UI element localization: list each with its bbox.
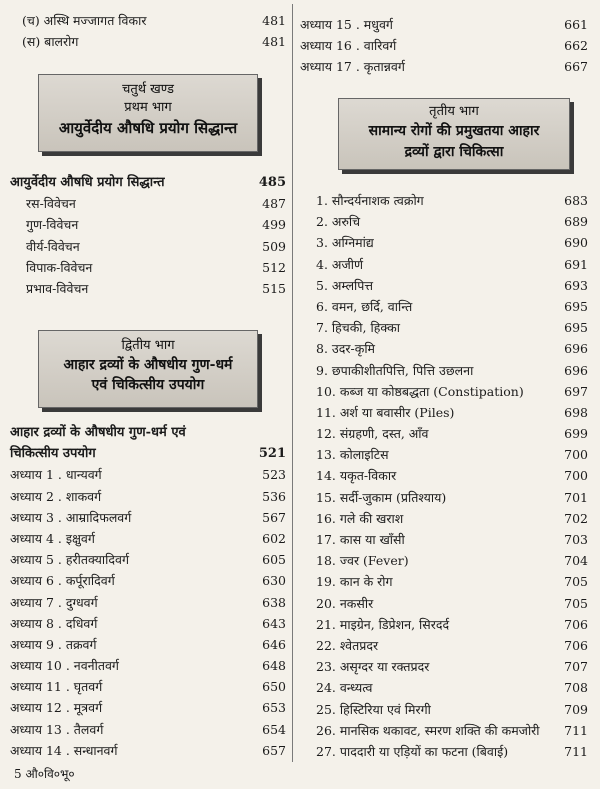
toc-entry[interactable] xyxy=(316,465,590,486)
entry-label: 24. वन्ध्यत्व xyxy=(316,680,373,696)
entry-label: 6. वमन, छर्दि, वान्ति xyxy=(316,298,413,314)
toc-entry[interactable] xyxy=(316,529,590,550)
toc-entry[interactable] xyxy=(316,360,590,381)
entry-label: आहार द्रव्यों के औषधीय गुण-धर्म एवं xyxy=(10,425,186,440)
toc-entry[interactable] xyxy=(316,741,590,762)
toc-entry[interactable] xyxy=(316,677,590,698)
toc-entry[interactable] xyxy=(316,635,590,656)
toc-entry[interactable] xyxy=(10,634,288,655)
entry-label: अध्याय 6 . कर्पूरादिवर्ग xyxy=(10,573,115,589)
entry-label: 12. संग्रहणी, दस्त, आँव xyxy=(316,426,429,442)
page-footer: 5 औ०वि०भू० xyxy=(14,767,75,781)
entry-label: अध्याय 11 . घृतवर्ग xyxy=(10,679,103,695)
entry-label: 2. अरुचि xyxy=(316,214,361,230)
entry-page: 602 xyxy=(262,530,286,546)
entry-label: 26. मानसिक थकावट, स्मरण शक्ति की कमजोरी xyxy=(316,722,540,738)
entry-page: 485 xyxy=(258,175,286,190)
entry-label: 15. सर्दी-जुकाम (प्रतिश्याय) xyxy=(316,489,447,505)
entry-page: 707 xyxy=(564,659,588,675)
box-line3: एवं चिकित्सीय उपयोग xyxy=(91,377,205,393)
entry-page: 693 xyxy=(564,277,588,293)
toc-entry[interactable] xyxy=(300,14,590,35)
section-title-line1[interactable] xyxy=(10,422,288,443)
toc-entry[interactable] xyxy=(10,613,288,634)
entry-page: 706 xyxy=(564,616,588,632)
column-divider xyxy=(292,4,293,762)
entry-label: 21. माइग्रेन, डिप्रेशन, सिरदर्द xyxy=(316,616,450,632)
entry-label: वीर्य-विवेचन xyxy=(26,238,80,254)
section-heading-box-part3 xyxy=(338,98,570,170)
toc-entry[interactable] xyxy=(10,464,288,485)
entry-page: 691 xyxy=(564,256,588,272)
box-line3: आयुर्वेदीय औषधि प्रयोग सिद्धान्त xyxy=(58,119,238,137)
toc-entry[interactable] xyxy=(316,254,590,275)
box-line1: चतुर्थ खण्ड xyxy=(122,82,174,97)
toc-entry[interactable] xyxy=(316,614,590,635)
entry-page: 512 xyxy=(262,259,286,275)
toc-entry[interactable] xyxy=(10,193,288,214)
entry-page: 661 xyxy=(564,17,588,32)
entry-page: 481 xyxy=(262,13,286,28)
entry-page: 708 xyxy=(564,680,588,696)
toc-entry[interactable] xyxy=(316,699,590,720)
entry-label: अध्याय 8 . दधिवर्ग xyxy=(10,615,98,631)
entry-page: 683 xyxy=(564,193,588,208)
entry-label: 16. गले की खराश xyxy=(316,510,404,526)
entry-label: अध्याय 12 . मूत्रवर्ग xyxy=(10,700,103,716)
section-title-line2[interactable] xyxy=(10,443,288,464)
entry-label: 18. ज्वर (Fever) xyxy=(316,553,409,569)
entry-label: अध्याय 13 . तैलवर्ग xyxy=(10,721,104,737)
toc-entry[interactable] xyxy=(316,571,590,592)
entry-page: 521 xyxy=(258,446,286,462)
toc-entry[interactable] xyxy=(316,487,590,508)
toc-entry[interactable] xyxy=(316,381,590,402)
toc-entry[interactable] xyxy=(316,211,590,232)
entry-page: 700 xyxy=(564,468,588,484)
left-top-items xyxy=(10,10,288,52)
box-line2: आहार द्रव्यों के औषधीय गुण-धर्म xyxy=(63,357,233,373)
box-line2: प्रथम भाग xyxy=(124,100,172,115)
entry-page: 705 xyxy=(564,595,588,611)
entry-label: 27. पाददारी या एड़ियों का फटना (बिवाई) xyxy=(316,743,509,759)
toc-entry[interactable] xyxy=(10,549,288,570)
toc-entry[interactable] xyxy=(316,423,590,444)
toc-entry[interactable] xyxy=(316,296,590,317)
entry-label: (च) अस्थि मज्जागत विकार xyxy=(22,13,147,28)
toc-entry[interactable] xyxy=(10,740,288,761)
right-top-chapters xyxy=(300,14,590,78)
entry-label: अध्याय 1 . धान्यवर्ग xyxy=(10,467,102,483)
entry-label: 1. सौन्दर्यनाशक त्वक्रोग xyxy=(316,193,424,208)
entry-page: 703 xyxy=(564,532,588,547)
entry-label: 8. उदर-कृमि xyxy=(316,341,376,357)
section2-list xyxy=(10,422,288,761)
toc-entry[interactable] xyxy=(316,317,590,338)
toc-entry[interactable] xyxy=(10,719,288,740)
entry-label: 4. अजीर्ण xyxy=(316,256,363,272)
entry-label: 10. कब्ज या कोष्ठबद्धता (Constipation) xyxy=(316,383,524,399)
entry-label: अध्याय 14 . सन्धानवर्ग xyxy=(10,742,118,758)
entry-page: 695 xyxy=(564,298,588,314)
entry-page: 709 xyxy=(564,701,588,717)
entry-page: 481 xyxy=(262,34,286,50)
entry-page: 638 xyxy=(262,594,286,610)
entry-label: अध्याय 16 . वारिवर्ग xyxy=(300,38,397,54)
entry-label: आयुर्वेदीय औषधि प्रयोग सिद्धान्त xyxy=(10,175,165,190)
entry-page: 696 xyxy=(564,341,588,357)
entry-label: 9. छपाकीशीतपित्ति, पित्ति उछलना xyxy=(316,362,474,378)
entry-page: 646 xyxy=(262,636,286,652)
toc-entry[interactable] xyxy=(10,655,288,676)
entry-label: अध्याय 17 . कृतान्नवर्ग xyxy=(300,59,405,75)
entry-page: 515 xyxy=(262,280,286,296)
toc-entry[interactable] xyxy=(10,257,288,278)
box-line1: तृतीय भाग xyxy=(429,104,479,119)
entry-page: 700 xyxy=(564,447,588,463)
entry-page: 487 xyxy=(262,196,286,212)
toc-entry[interactable] xyxy=(10,278,288,299)
entry-label: 23. असृग्दर या रक्तप्रदर xyxy=(316,659,430,675)
entry-label: अध्याय 15 . मधुवर्ग xyxy=(300,17,393,32)
toc-entry[interactable] xyxy=(10,10,288,31)
box-line2: सामान्य रोगों की प्रमुखतया आहार xyxy=(368,123,540,139)
section-heading-box-part2 xyxy=(38,330,258,408)
entry-label: 11. अर्श या बवासीर (Piles) xyxy=(316,404,455,420)
toc-entry[interactable] xyxy=(10,486,288,507)
toc-entry[interactable] xyxy=(316,550,590,571)
entry-page: 653 xyxy=(262,700,286,716)
entry-page: 696 xyxy=(564,362,588,378)
entry-label: 3. अग्निमांद्य xyxy=(316,235,374,251)
toc-entry[interactable] xyxy=(316,508,590,529)
toc-entry[interactable] xyxy=(316,656,590,677)
toc-entry[interactable] xyxy=(10,31,288,52)
entry-page: 643 xyxy=(262,615,286,631)
entry-label: 20. नकसीर xyxy=(316,595,374,611)
entry-page: 567 xyxy=(262,509,286,525)
box-line1: द्वितीय भाग xyxy=(121,338,175,353)
entry-page: 667 xyxy=(564,59,588,75)
entry-page: 705 xyxy=(564,574,588,590)
entry-page: 650 xyxy=(262,679,286,695)
entry-page: 536 xyxy=(262,488,286,504)
toc-entry[interactable] xyxy=(316,720,590,741)
toc-entry[interactable] xyxy=(10,236,288,257)
entry-label: अध्याय 10 . नवनीतवर्ग xyxy=(10,658,119,674)
entry-label: 19. कान के रोग xyxy=(316,574,393,590)
entry-page: 605 xyxy=(262,552,286,568)
toc-entry[interactable] xyxy=(10,570,288,591)
toc-entry[interactable] xyxy=(10,697,288,718)
entry-label: अध्याय 5 . हरीतक्यादिवर्ग xyxy=(10,552,129,568)
toc-entry[interactable] xyxy=(316,402,590,423)
entry-page: 509 xyxy=(262,238,286,254)
entry-page: 699 xyxy=(564,426,588,442)
entry-label: अध्याय 3 . आम्रादिफलवर्ग xyxy=(10,509,132,525)
entry-page: 711 xyxy=(564,743,588,759)
entry-label: 14. यकृत-विकार xyxy=(316,468,397,484)
entry-label: अध्याय 7 . दुग्धवर्ग xyxy=(10,594,98,610)
section1-list xyxy=(10,172,288,299)
entry-page: 657 xyxy=(262,742,286,758)
entry-label: विपाक-विवेचन xyxy=(26,259,93,275)
toc-entry[interactable] xyxy=(10,507,288,528)
toc-entry[interactable] xyxy=(316,444,590,465)
toc-entry[interactable] xyxy=(10,528,288,549)
entry-page: 662 xyxy=(564,38,588,54)
entry-page: 711 xyxy=(564,722,588,738)
entry-label: 13. कोलाइटिस xyxy=(316,447,389,463)
section-title[interactable] xyxy=(10,172,288,193)
entry-label: 22. श्वेतप्रदर xyxy=(316,637,379,653)
toc-entry[interactable] xyxy=(300,35,590,56)
toc-entry[interactable] xyxy=(316,232,590,253)
entry-page: 690 xyxy=(564,235,588,251)
entry-label: चिकित्सीय उपयोग xyxy=(10,446,96,462)
entry-label: 7. हिचकी, हिक्का xyxy=(316,320,401,336)
entry-page: 689 xyxy=(564,214,588,230)
entry-label: अध्याय 2 . शाकवर्ग xyxy=(10,488,102,504)
toc-entry[interactable] xyxy=(316,275,590,296)
entry-page: 499 xyxy=(262,217,286,233)
entry-page: 704 xyxy=(564,553,588,569)
entry-label: प्रभाव-विवेचन xyxy=(26,280,89,296)
toc-entry[interactable] xyxy=(316,338,590,359)
disease-list xyxy=(316,190,590,762)
entry-page: 697 xyxy=(564,383,588,399)
entry-label: 5. अम्लपित्त xyxy=(316,277,374,293)
entry-page: 701 xyxy=(564,489,588,505)
entry-page: 702 xyxy=(564,510,588,526)
entry-label: (स) बालरोग xyxy=(22,34,79,50)
entry-page: 654 xyxy=(262,721,286,737)
entry-label: अध्याय 9 . तक्रवर्ग xyxy=(10,636,97,652)
entry-label: अध्याय 4 . इक्षुवर्ग xyxy=(10,530,95,546)
toc-entry[interactable] xyxy=(300,56,590,77)
entry-label: 25. हिस्टिरिया एवं मिरगी xyxy=(316,701,431,717)
entry-label: रस-विवेचन xyxy=(26,196,76,212)
entry-page: 706 xyxy=(564,637,588,653)
entry-page: 630 xyxy=(262,573,286,589)
toc-entry[interactable] xyxy=(10,214,288,235)
entry-page: 698 xyxy=(564,404,588,420)
entry-label: गुण-विवेचन xyxy=(26,217,79,233)
section-heading-box-part4 xyxy=(38,74,258,152)
entry-label: 17. कास या खाँसी xyxy=(316,532,405,547)
toc-entry[interactable] xyxy=(316,593,590,614)
box-line3: द्रव्यों द्वारा चिकित्सा xyxy=(404,144,504,160)
toc-entry[interactable] xyxy=(10,676,288,697)
toc-entry[interactable] xyxy=(316,190,590,211)
toc-entry[interactable] xyxy=(10,592,288,613)
entry-page: 648 xyxy=(262,658,286,674)
entry-page: 523 xyxy=(262,467,286,483)
entry-page: 695 xyxy=(564,320,588,336)
